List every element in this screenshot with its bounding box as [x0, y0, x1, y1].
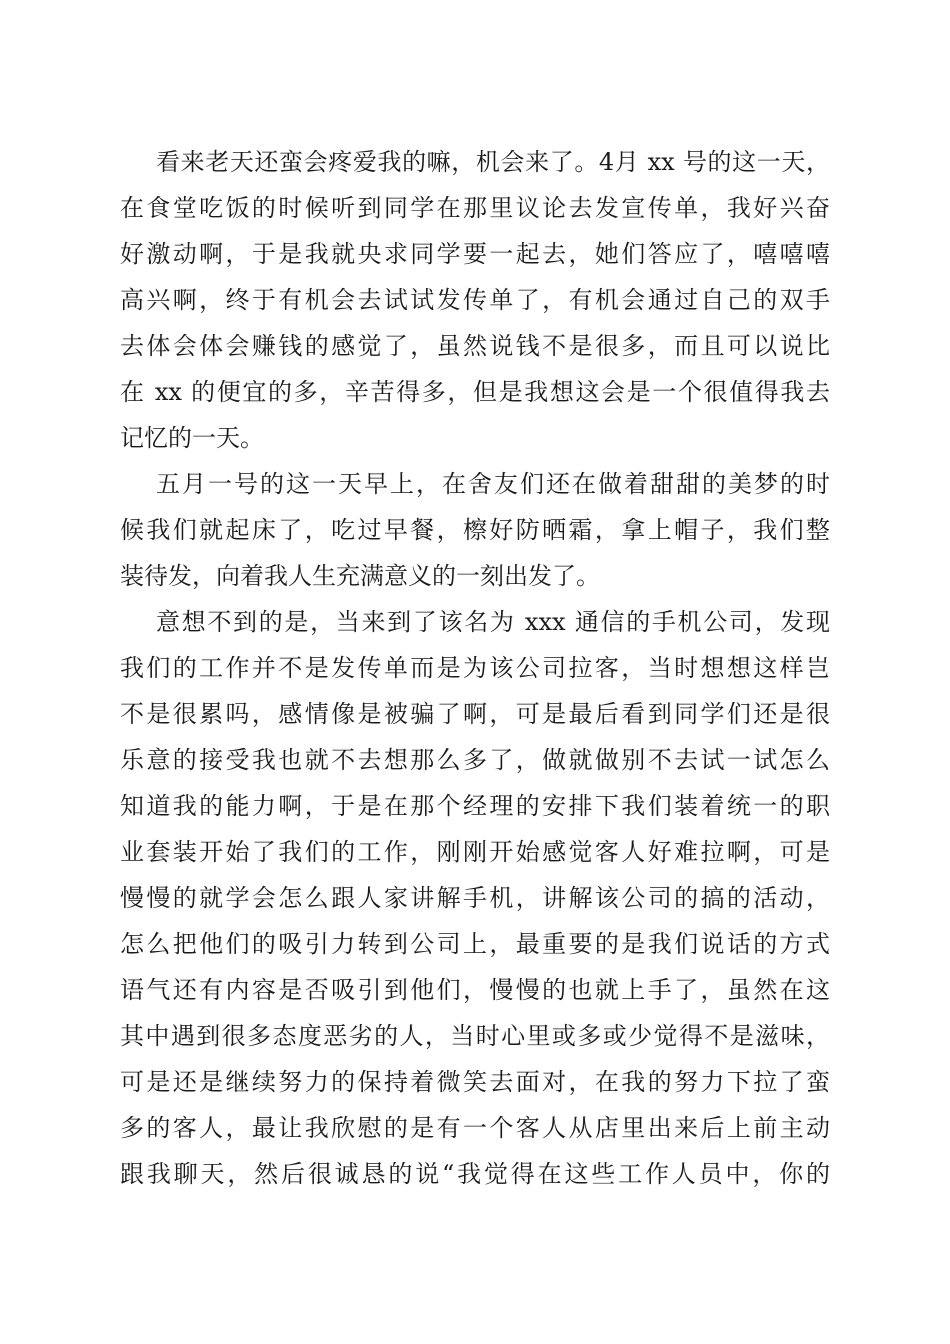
paragraph-3-line-1: 意想不到的是，当来到了该名为 xxx 通信的手机公司，发现	[156, 608, 830, 636]
paragraph-3-line-13: 跟我聊天，然后很诚恳的说“我觉得在这些工作人员中，你的	[120, 1160, 830, 1188]
paragraph-3-line-10: 其中遇到很多态度恶劣的人，当时心里或多或少觉得不是滋味，	[120, 1022, 830, 1050]
paragraph-2-line-3: 装待发，向着我人生充满意义的一刻出发了。	[120, 562, 600, 590]
paragraph-3-line-11: 可是还是继续努力的保持着微笑去面对，在我的努力下拉了蛮	[120, 1068, 830, 1096]
paragraph-3-line-7: 慢慢的就学会怎么跟人家讲解手机，讲解该公司的搞的活动，	[120, 884, 830, 912]
paragraph-2-line-1: 五月一号的这一天早上，在舍友们还在做着甜甜的美梦的时	[156, 470, 830, 498]
paragraph-3-line-12: 多的客人，最让我欣慰的是有一个客人从店里出来后上前主动	[120, 1114, 830, 1142]
paragraph-1-line-7: 记忆的一天。	[120, 424, 264, 452]
paragraph-3-line-3: 不是很累吗，感情像是被骗了啊，可是最后看到同学们还是很	[120, 700, 830, 728]
paragraph-1-line-3: 好激动啊，于是我就央求同学要一起去，她们答应了，嘻嘻嘻	[120, 240, 830, 268]
paragraph-3-line-5: 知道我的能力啊，于是在那个经理的安排下我们装着统一的职	[120, 792, 830, 820]
paragraph-1-line-1: 看来老天还蛮会疼爱我的嘛，机会来了。4月 xx 号的这一天，	[156, 148, 830, 176]
paragraph-3-line-2: 我们的工作并不是发传单而是为该公司拉客，当时想想这样岂	[120, 654, 830, 682]
paragraph-3-line-8: 怎么把他们的吸引力转到公司上，最重要的是我们说话的方式	[120, 930, 830, 958]
paragraph-1-line-6: 在 xx 的便宜的多，辛苦得多，但是我想这会是一个很值得我去	[120, 378, 830, 406]
paragraph-1-line-2: 在食堂吃饭的时候听到同学在那里议论去发宣传单，我好兴奋	[120, 194, 830, 222]
paragraph-3-line-6: 业套装开始了我们的工作，刚刚开始感觉客人好难拉啊，可是	[120, 838, 830, 866]
paragraph-1-line-4: 高兴啊，终于有机会去试试发传单了，有机会通过自己的双手	[120, 286, 830, 314]
paragraph-3-line-9: 语气还有内容是否吸引到他们，慢慢的也就上手了，虽然在这	[120, 976, 830, 1004]
paragraph-2-line-2: 候我们就起床了，吃过早餐，檫好防晒霜，拿上帽子，我们整	[120, 516, 830, 544]
paragraph-3-line-4: 乐意的接受我也就不去想那么多了，做就做别不去试一试怎么	[120, 746, 830, 774]
paragraph-1-line-5: 去体会体会赚钱的感觉了，虽然说钱不是很多，而且可以说比	[120, 332, 830, 360]
